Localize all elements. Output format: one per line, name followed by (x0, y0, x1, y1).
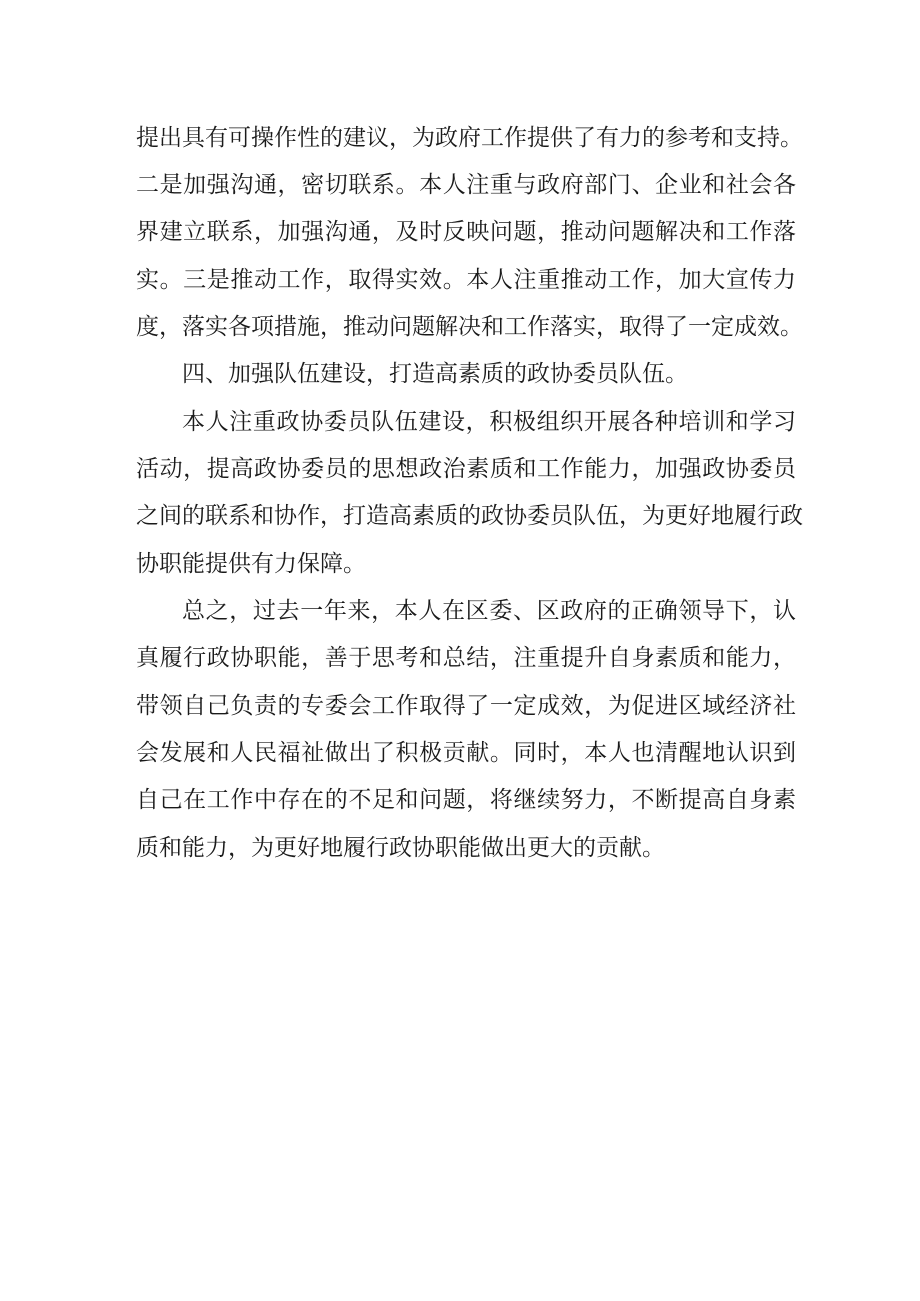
text-line: 界建立联系，加强沟通，及时反映问题，推动问题解决和工作落 (136, 219, 796, 245)
text-line: 协职能提供有力保障。 (136, 551, 366, 577)
text-line: 活动，提高政协委员的思想政治素质和工作能力，加强政协委员 (136, 456, 796, 482)
text-line: 之间的联系和协作，打造高素质的政协委员队伍，为更好地履行政 (136, 503, 803, 529)
text-line: 真履行政协职能，善于思考和总结，注重提升自身素质和能力， (136, 645, 796, 671)
section-heading: 四、加强队伍建设，打造高素质的政协委员队伍。 (182, 361, 688, 387)
text-line: 带领自己负责的专委会工作取得了一定成效，为促进区域经济社 (136, 693, 796, 719)
text-line: 本人注重政协委员队伍建设，积极组织开展各种培训和学习 (182, 409, 796, 435)
text-line: 总之，过去一年来，本人在区委、区政府的正确领导下，认 (182, 598, 796, 624)
text-line: 质和能力，为更好地履行政协职能做出更大的贡献。 (136, 835, 665, 861)
text-line: 度，落实各项措施，推动问题解决和工作落实，取得了一定成效。 (136, 314, 803, 340)
text-line: 二是加强沟通，密切联系。本人注重与政府部门、企业和社会各 (136, 172, 796, 198)
text-line: 实。三是推动工作，取得实效。本人注重推动工作，加大宣传力 (136, 267, 796, 293)
text-line: 会发展和人民福祉做出了积极贡献。同时，本人也清醒地认识到 (136, 740, 796, 766)
text-line: 提出具有可操作性的建议，为政府工作提供了有力的参考和支持。 (136, 125, 803, 151)
text-line: 自己在工作中存在的不足和问题，将继续努力，不断提高自身素 (136, 787, 796, 813)
